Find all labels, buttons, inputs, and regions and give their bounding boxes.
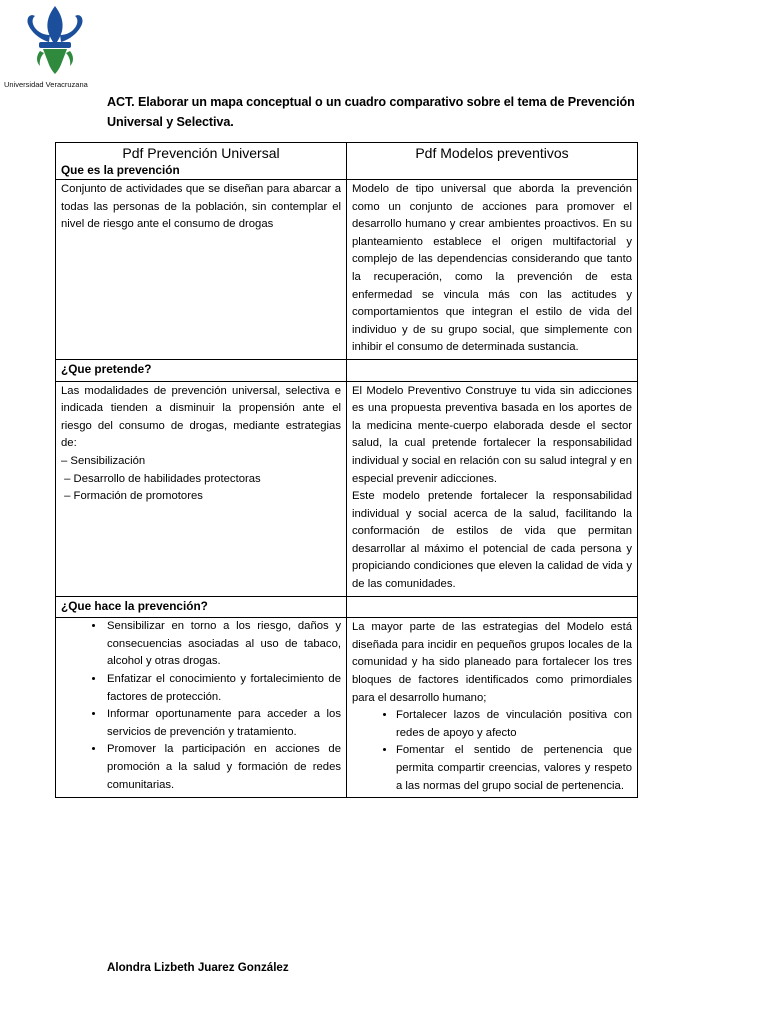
section-title-que-es: Que es la prevención: [61, 163, 180, 177]
university-logo: [4, 4, 112, 90]
s1-right-cell: Modelo de tipo universal que aborda la prevención como un conjunto de acciones para promover el desarrollo humano y crear ambientes proactivos. En su planteamiento establece el origen multifactorial y complejo de las dependencias considerando que tanto la recuperación, como la prevención de esta enfermedad se vincula más con las actitudes y comportamientos que integran el estilo de vida del individuo y de su grupo social, que simplemente con inhibir el consumo de determinada sustancia.: [347, 180, 638, 360]
list-item: • Enfatizar el conocimiento y fortalecimiento de factores de protección.: [105, 671, 341, 706]
s3-right-cell: [347, 618, 638, 798]
list-item: – Desarrollo de habilidades protectoras: [61, 472, 261, 485]
empty-cell: [347, 359, 638, 381]
list-item: • Sensibilizar en torno a los riesgo, daños y consecuencias asociadas al uso de tabaco, alcohol y otras drogas.: [105, 618, 341, 671]
s2-right-paragraph: El Modelo Preventivo Construye tu vida sin adicciones es una propuesta preventiva basada en los aportes de la medicina mente-cuerpo elaborada desde el sector salud, la cual pretende fortalecer la responsabilidad individual y social en relación con su salud integral y en especial prevenir adicciones.: [352, 384, 632, 485]
s2-right-cell: [347, 381, 638, 596]
empty-cell: [347, 596, 638, 618]
section-title-pretende: ¿Que pretende?: [56, 359, 347, 381]
s3-right-list: [352, 707, 632, 795]
col1-header: [56, 143, 347, 180]
col2-header: Pdf Modelos preventivos: [347, 143, 638, 180]
s2-left-intro: Las modalidades de prevención universal, selectiva e indicada tienden a disminuir la propensión ante el riesgo del consumo de drogas, mediante estrategias de:: [61, 384, 341, 450]
table-row: [56, 381, 638, 596]
table-header-row: [56, 143, 638, 180]
section-title-row: [56, 359, 638, 381]
table-row: [56, 618, 638, 798]
list-item: • Informar oportunamente para acceder a los servicios de prevención y tratamiento.: [105, 706, 341, 741]
list-item: – Sensibilización: [61, 454, 146, 467]
fleur-de-lis-icon: [22, 4, 88, 76]
list-item: – Formación de promotores: [61, 490, 203, 503]
section-title-row: [56, 596, 638, 618]
table-row: [56, 180, 638, 360]
comparison-table: [55, 142, 638, 798]
activity-heading: ACT. Elaborar un mapa conceptual o un cuadro comparativo sobre el tema de Prevención Universal y Selectiva.: [107, 95, 635, 129]
s2-left-cell: [56, 381, 347, 596]
col1-header-label: Pdf Prevención Universal: [122, 145, 280, 161]
university-name: Universidad Veracruzana: [4, 80, 88, 89]
section-title-que-hace: ¿Que hace la prevención?: [56, 596, 347, 618]
s2-right-paragraph: Este modelo pretende fortalecer la responsabilidad individual y social acerca de la salud, facilitando la conformación de estilos de vida que permitan desarrollar al máximo el potencial de cada persona y propiciando condiciones que eleven la calidad de vida y de las comunidades.: [352, 490, 632, 591]
s3-left-list: [61, 618, 341, 794]
s3-left-cell: [56, 618, 347, 798]
s1-left-cell: Conjunto de actividades que se diseñan para abarcar a todas las personas de la población, sin contemplar el nivel de riesgo ante el consumo de drogas: [56, 180, 347, 360]
list-item: • Promover la participación en acciones de promoción a la salud y formación de redes comunitarias.: [105, 741, 341, 794]
list-item: • Fomentar el sentido de pertenencia que permita compartir creencias, valores y respeto a las normas del grupo social de pertenencia.: [396, 742, 632, 795]
s3-right-intro: La mayor parte de las estrategias del Modelo está diseñada para incidir en pequeños grupos locales de la comunidad y ha sido planeado para fortalecer los tres bloques de factores identificados como primordiales para el desarrollo humano;: [352, 621, 632, 704]
author-name: Alondra Lizbeth Juarez González: [107, 961, 289, 974]
list-item: • Fortalecer lazos de vinculación positiva con redes de apoyo y afecto: [396, 707, 632, 742]
